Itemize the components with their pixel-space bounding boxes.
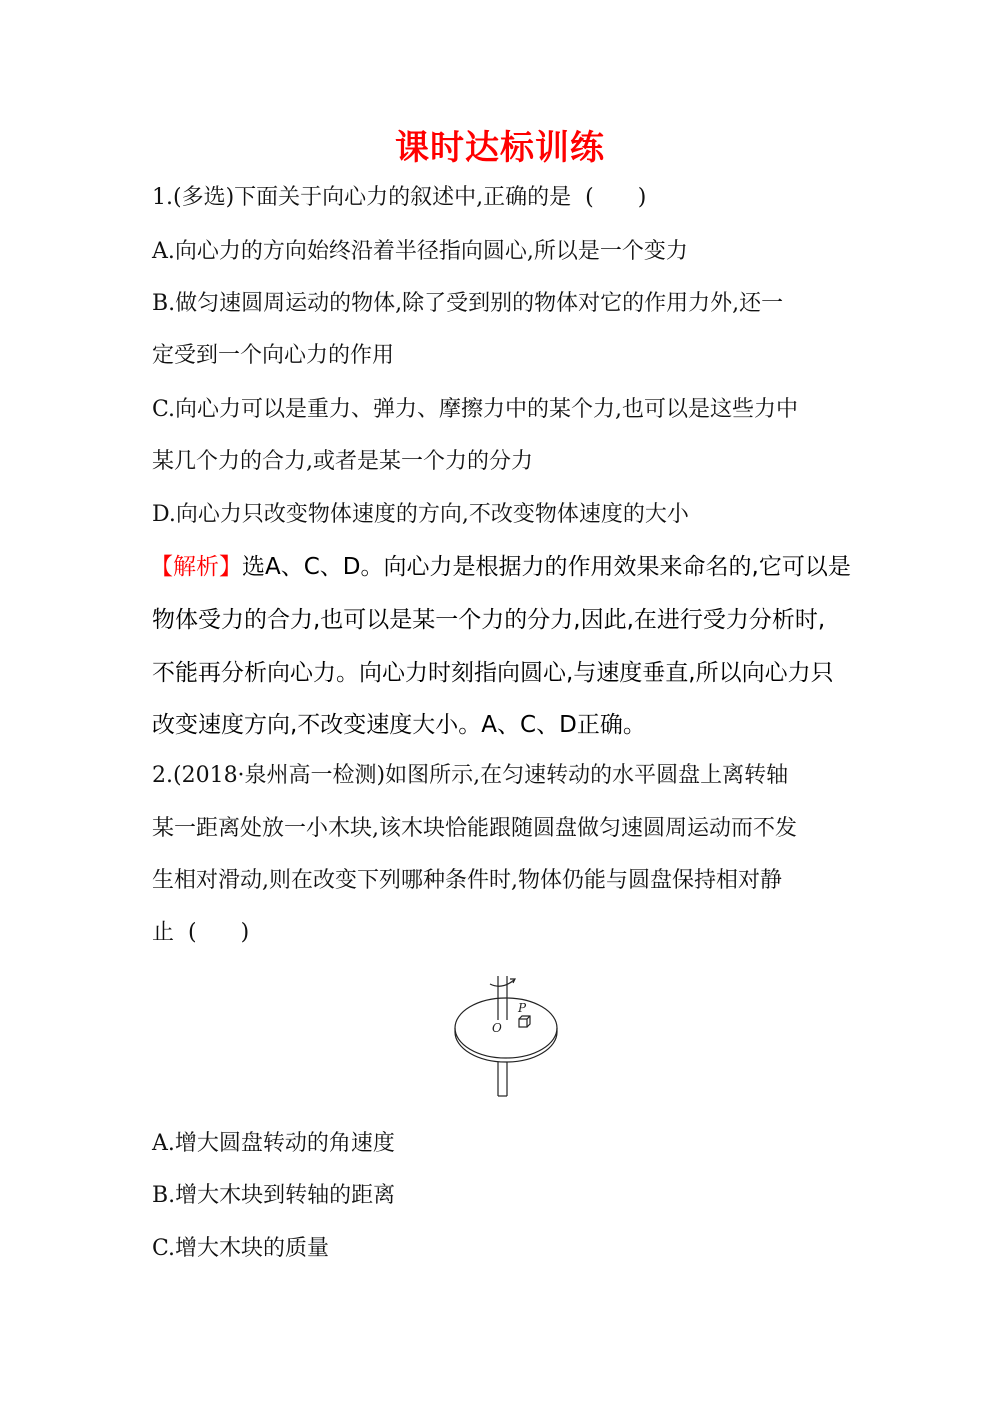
q1-analysis-line-1: [150, 551, 851, 583]
option-text: 向心力只改变物体速度的方向,不改变物体速度的大小: [175, 502, 689, 527]
option-text: 某几个力的合力,或者是某一个力的分力: [152, 449, 533, 474]
q1-stem: [152, 182, 646, 214]
q2-option-b: [152, 1180, 395, 1212]
block-label: P: [518, 1001, 527, 1015]
q1-option-a: [152, 236, 688, 268]
q2-answer-blank: ( ): [188, 920, 250, 945]
option-text: 增大木块的质量: [175, 1236, 330, 1261]
q1-option-c: [152, 394, 798, 426]
q2-stem-text: 2.(2018·泉州高一检测)如图所示,在匀速转动的水平圆盘上离转轴: [152, 763, 789, 788]
q1-answer-blank: ( ): [585, 185, 647, 210]
q1-stem-text: 1.(多选)下面关于向心力的叙述中,正确的是: [152, 185, 572, 210]
option-label: B.: [152, 1183, 176, 1208]
q1-option-d: [152, 499, 689, 531]
option-text: 向心力可以是重力、弹力、摩擦力中的某个力,也可以是这些力中: [175, 397, 799, 422]
q2-option-c: [152, 1233, 329, 1265]
q2-stem-line-4: [152, 917, 249, 949]
q1-analysis-line-4: [152, 709, 646, 741]
analysis-tag: 【解析】: [150, 554, 242, 580]
q2-stem-line-1: [152, 760, 788, 792]
option-text: 定受到一个向心力的作用: [152, 343, 395, 368]
q1-analysis-line-3: [152, 657, 834, 689]
option-label: A.: [152, 239, 175, 264]
option-text: 增大木块到转轴的距离: [175, 1183, 396, 1208]
q1-option-b: [152, 288, 783, 320]
analysis-text: 改变速度方向,不改变速度大小。A、C、D正确。: [152, 712, 646, 738]
option-label: B.: [152, 291, 176, 316]
q1-analysis-line-2: [152, 604, 825, 636]
option-label: A.: [152, 1131, 175, 1156]
q2-stem-text: 止: [152, 920, 175, 945]
center-label: O: [492, 1021, 502, 1035]
q1-option-b-cont: [152, 340, 394, 372]
option-label: D.: [152, 502, 176, 527]
analysis-text: 物体受力的合力,也可以是某一个力的分力,因此,在进行受力分析时,: [152, 607, 826, 633]
option-label: C.: [152, 1236, 176, 1261]
q2-stem-line-3: [152, 865, 782, 897]
q2-stem-line-2: [152, 813, 797, 845]
option-text: 增大圆盘转动的角速度: [174, 1131, 395, 1156]
option-label: C.: [152, 397, 176, 422]
option-text: 向心力的方向始终沿着半径指向圆心,所以是一个变力: [174, 239, 688, 264]
q1-option-c-cont: [152, 446, 533, 478]
rotating-disc-figure: [452, 968, 562, 1098]
page-title: 课时达标训练: [395, 128, 605, 168]
option-text: 做匀速圆周运动的物体,除了受到别的物体对它的作用力外,还一: [175, 291, 784, 316]
rotation-arrow-icon: [490, 980, 514, 986]
analysis-text: 不能再分析向心力。向心力时刻指向圆心,与速度垂直,所以向心力只: [152, 660, 834, 686]
analysis-text: 选A、C、D。向心力是根据力的作用效果来命名的,它可以是: [242, 554, 851, 580]
q2-option-a: [152, 1128, 395, 1160]
q2-stem-text: 某一距离处放一小木块,该木块恰能跟随圆盘做匀速圆周运动而不发: [152, 816, 797, 841]
q2-stem-text: 生相对滑动,则在改变下列哪种条件时,物体仍能与圆盘保持相对静: [152, 868, 782, 893]
